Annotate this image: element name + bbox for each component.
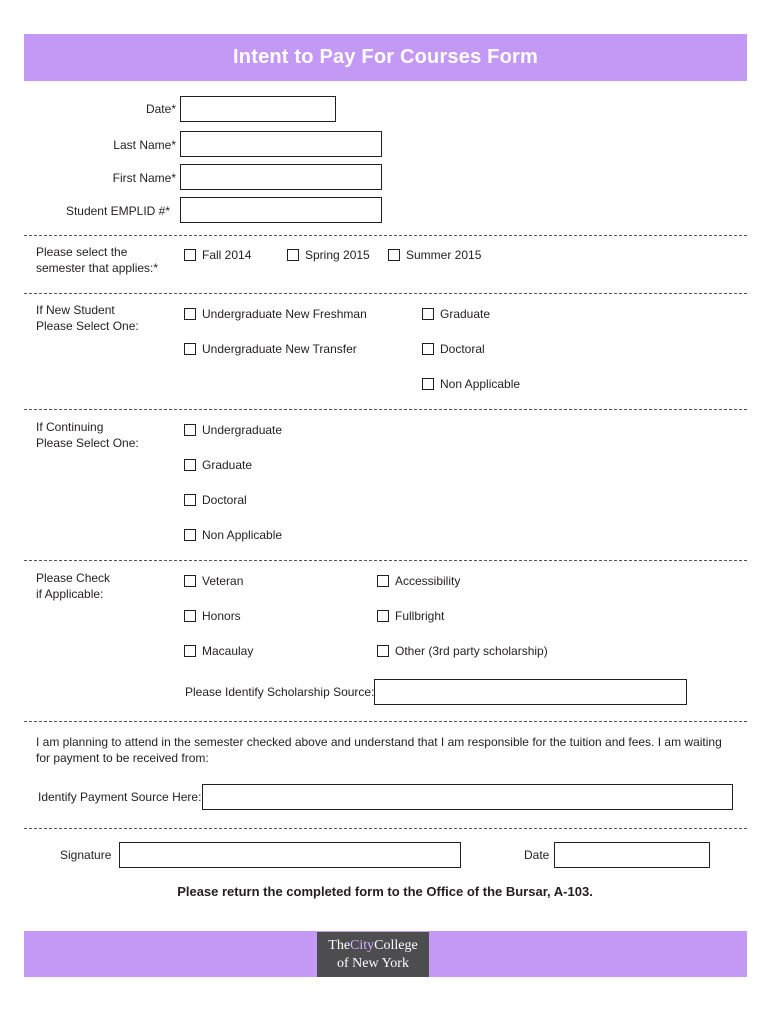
checkbox-box[interactable]	[388, 249, 400, 261]
checkbox-box[interactable]	[377, 610, 389, 622]
divider	[24, 721, 747, 722]
city-college-logo: TheCityCollege of New York	[317, 932, 429, 977]
checkbox-box[interactable]	[184, 645, 196, 657]
checkbox-box[interactable]	[287, 249, 299, 261]
return-note: Please return the completed form to the Office of the Bursar, A-103.	[177, 884, 593, 899]
continuing-label: If Continuing Please Select One:	[36, 420, 139, 450]
checkbox-continuing-undergraduate[interactable]: Undergraduate	[184, 423, 282, 437]
checkbox-other-scholarship[interactable]: Other (3rd party scholarship)	[377, 644, 548, 658]
checkbox-box[interactable]	[422, 378, 434, 390]
divider	[24, 409, 747, 410]
new-student-label: If New Student Please Select One:	[36, 303, 139, 333]
payment-source-label: Identify Payment Source Here:	[38, 790, 202, 804]
last-name-label: Last Name*	[113, 138, 176, 152]
last-name-field[interactable]	[180, 131, 382, 157]
checkbox-box[interactable]	[422, 343, 434, 355]
emplid-label: Student EMPLID #*	[65, 204, 170, 218]
checkbox-summer-2015[interactable]: Summer 2015	[388, 248, 481, 262]
date-field[interactable]	[180, 96, 336, 122]
checkbox-continuing-doctoral[interactable]: Doctoral	[184, 493, 247, 507]
checkbox-continuing-graduate[interactable]: Graduate	[184, 458, 252, 472]
checkbox-box[interactable]	[184, 308, 196, 320]
divider	[24, 293, 747, 294]
checkbox-box[interactable]	[184, 249, 196, 261]
checkbox-box[interactable]	[184, 424, 196, 436]
checkbox-undergraduate-new-freshman[interactable]: Undergraduate New Freshman	[184, 307, 367, 321]
checkbox-fullbright[interactable]: Fullbright	[377, 609, 444, 623]
header-bar	[24, 34, 747, 81]
checkbox-veteran[interactable]: Veteran	[184, 574, 243, 588]
scholarship-source-label: Please Identify Scholarship Source:	[185, 685, 375, 699]
first-name-label: First Name*	[112, 171, 176, 185]
checkbox-new-non-applicable[interactable]: Non Applicable	[422, 377, 520, 391]
checkbox-box[interactable]	[184, 610, 196, 622]
signature-field[interactable]	[119, 842, 461, 868]
checkbox-box[interactable]	[377, 575, 389, 587]
divider	[24, 828, 747, 829]
signature-date-label: Date	[524, 848, 550, 862]
payment-source-field[interactable]	[202, 784, 733, 810]
checkbox-box[interactable]	[184, 343, 196, 355]
date-label: Date*	[145, 102, 176, 116]
checkbox-new-graduate[interactable]: Graduate	[422, 307, 490, 321]
first-name-field[interactable]	[180, 164, 382, 190]
checkbox-fall-2014[interactable]: Fall 2014	[184, 248, 251, 262]
checkbox-spring-2015[interactable]: Spring 2015	[287, 248, 370, 262]
divider	[24, 235, 747, 236]
checkbox-box[interactable]	[184, 575, 196, 587]
divider	[24, 560, 747, 561]
form-title: Intent to Pay For Courses Form	[233, 46, 538, 68]
emplid-field[interactable]	[180, 197, 382, 223]
checkbox-undergraduate-new-transfer[interactable]: Undergraduate New Transfer	[184, 342, 357, 356]
checkbox-continuing-non-applicable[interactable]: Non Applicable	[184, 528, 282, 542]
semester-label: Please select the semester that applies:*	[36, 245, 159, 275]
applicable-label: Please Check if Applicable:	[36, 571, 111, 601]
checkbox-new-doctoral[interactable]: Doctoral	[422, 342, 485, 356]
payment-statement: I am planning to attend in the semester checked above and understand that I am responsible for the tuition and fees. I am waiting for payment to be received from:	[36, 735, 722, 765]
checkbox-box[interactable]	[422, 308, 434, 320]
checkbox-box[interactable]	[184, 459, 196, 471]
signature-label: Signature	[60, 848, 112, 862]
signature-date-field[interactable]	[554, 842, 710, 868]
checkbox-honors[interactable]: Honors	[184, 609, 241, 623]
scholarship-source-field[interactable]	[374, 679, 687, 705]
checkbox-box[interactable]	[377, 645, 389, 657]
checkbox-box[interactable]	[184, 494, 196, 506]
checkbox-box[interactable]	[184, 529, 196, 541]
checkbox-accessibility[interactable]: Accessibility	[377, 574, 460, 588]
checkbox-macaulay[interactable]: Macaulay	[184, 644, 253, 658]
